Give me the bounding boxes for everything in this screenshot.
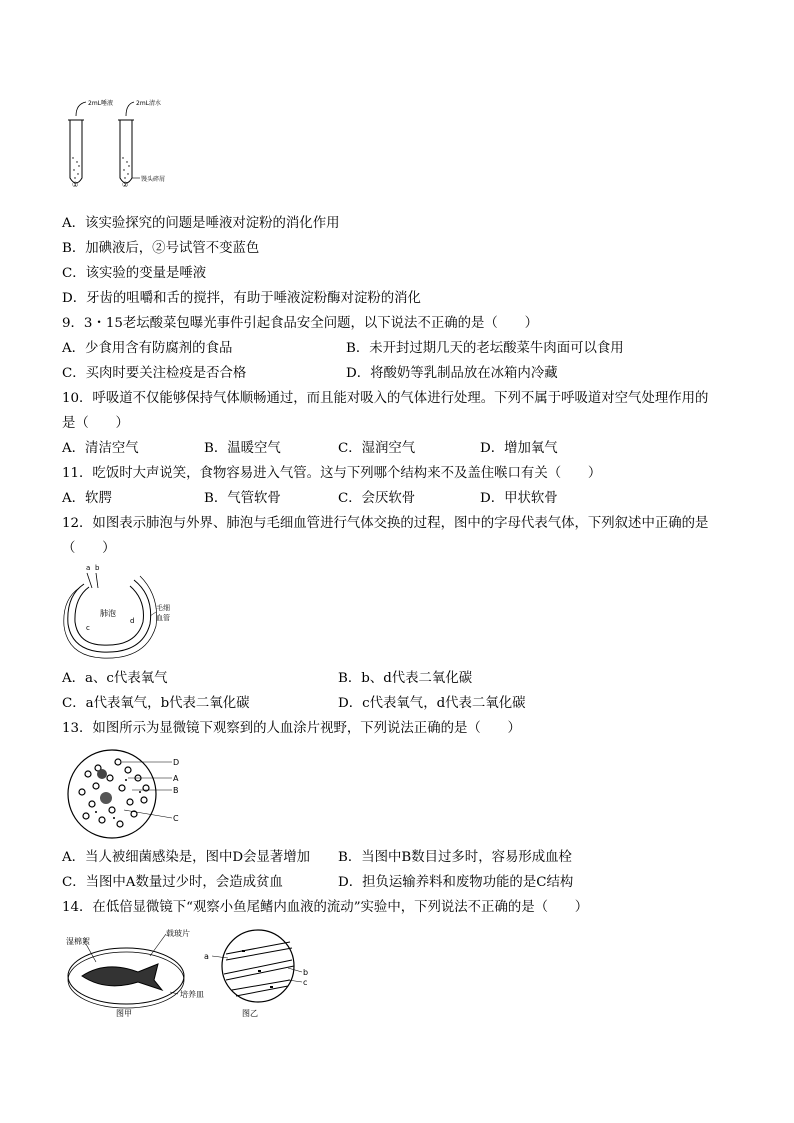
q9-option-d: D．将酸奶等乳制品放在冰箱内冷藏	[346, 366, 558, 381]
slide-label: 载玻片	[166, 929, 190, 938]
vessel-b-label: b	[303, 968, 309, 977]
cotton-label: 湿棉絮	[66, 937, 90, 946]
alveolus-label: 肺泡	[100, 609, 116, 618]
q13-stem: 13．如图所示为显微镜下观察到的人血涂片视野，下列说法正确的是（ ）	[62, 721, 521, 736]
blood-smear-figure	[66, 748, 196, 840]
q9-option-c: C．买肉时要关注检疫是否合格	[62, 366, 247, 381]
fish-tail-figure	[62, 924, 322, 1020]
q8-option-a: A．该实验探究的问题是唾液对淀粉的消化作用	[62, 216, 340, 231]
capillary-label-2: 血管	[156, 614, 170, 622]
q8-option-b: B．加碘液后，②号试管不变蓝色	[62, 241, 260, 256]
q11-option-d: D．甲状软骨	[480, 491, 558, 506]
q8-option-c: C．该实验的变量是唾液	[62, 266, 207, 281]
tube-2-label: ②	[122, 181, 129, 188]
q12-stem-line1: 12．如图表示肺泡与外界、肺泡与毛细血管进行气体交换的过程，图中的字母代表气体，下列叙述中正确的是	[62, 516, 709, 531]
bread-label: 馒头碎屑	[141, 176, 166, 183]
q14-stem: 14．在低倍显微镜下“观察小鱼尾鳍内血液的流动”实验中，下列说法不正确的是（ ）	[62, 900, 589, 915]
q13-option-a: A．当人被细菌感染是，图中D会显著增加	[62, 850, 311, 865]
gas-b-label: b	[95, 564, 100, 572]
cell-A-label: A	[173, 774, 179, 783]
cell-C-label: C	[173, 814, 179, 823]
vessel-c-label: c	[303, 978, 308, 987]
q13-option-b: B．当图中B数目过多时，容易形成血栓	[338, 850, 572, 865]
q10-stem-line2: 是（ ）	[62, 416, 129, 431]
vessel-a-label: a	[204, 952, 209, 961]
q11-option-a: A．软腭	[62, 491, 112, 506]
fig-a-label: 图甲	[116, 1009, 132, 1018]
gas-d-label: d	[130, 617, 135, 625]
cell-B-label: B	[173, 786, 179, 795]
q9-option-a: A．少食用含有防腐剂的食品	[62, 341, 233, 356]
saliva-label: 2mL唾液	[88, 100, 114, 107]
q12-option-b: B．b、d代表二氧化碳	[338, 671, 473, 686]
q9-option-b: B．未开封过期几天的老坛酸菜牛肉面可以食用	[346, 341, 624, 356]
capillary-label-1: 毛细	[156, 604, 170, 612]
q10-stem-line1: 10．呼吸道不仅能够保持气体顺畅通过，而且能对吸入的气体进行处理。下列不属于呼吸道对空气处理作用的	[62, 391, 709, 406]
q10-option-b: B．温暖空气	[204, 441, 281, 456]
q12-option-c: C．a代表氧气，b代表二氧化碳	[62, 696, 250, 711]
q9-stem: 9．3・15老坛酸菜包曝光事件引起食品安全问题，以下说法不正确的是（ ）	[62, 316, 538, 331]
q8-option-d: D．牙齿的咀嚼和舌的搅拌，有助于唾液淀粉酶对淀粉的消化	[62, 291, 421, 306]
fig-b-label: 图乙	[242, 1009, 258, 1018]
gas-a-label: a	[86, 564, 91, 572]
q10-option-a: A．清洁空气	[62, 441, 139, 456]
q13-option-d: D．担负运输养料和废物功能的是C结构	[338, 875, 574, 890]
q12-option-a: A．a、c代表氧气	[62, 671, 168, 686]
q10-option-d: D．增加氧气	[480, 441, 558, 456]
q11-option-c: C．会厌软骨	[338, 491, 416, 506]
test-tube-figure	[62, 96, 202, 188]
q11-stem: 11．吃饭时大声说笑，食物容易进入气管。这与下列哪个结构来不及盖住喉口有关（ ）	[62, 466, 602, 481]
water-label: 2mL清水	[136, 100, 162, 107]
q10-option-c: C．湿润空气	[338, 441, 416, 456]
alveolus-figure	[62, 560, 192, 664]
tube-1-label: ①	[72, 181, 79, 188]
q11-option-b: B．气管软骨	[204, 491, 281, 506]
q12-stem-line2: （ ）	[62, 541, 116, 556]
cell-D-label: D	[173, 758, 180, 767]
dish-label: 培养皿	[180, 990, 204, 999]
gas-c-label: c	[86, 624, 90, 632]
q13-option-c: C．当图中A数量过少时，会造成贫血	[62, 875, 283, 890]
q12-option-d: D．c代表氧气，d代表二氧化碳	[338, 696, 526, 711]
